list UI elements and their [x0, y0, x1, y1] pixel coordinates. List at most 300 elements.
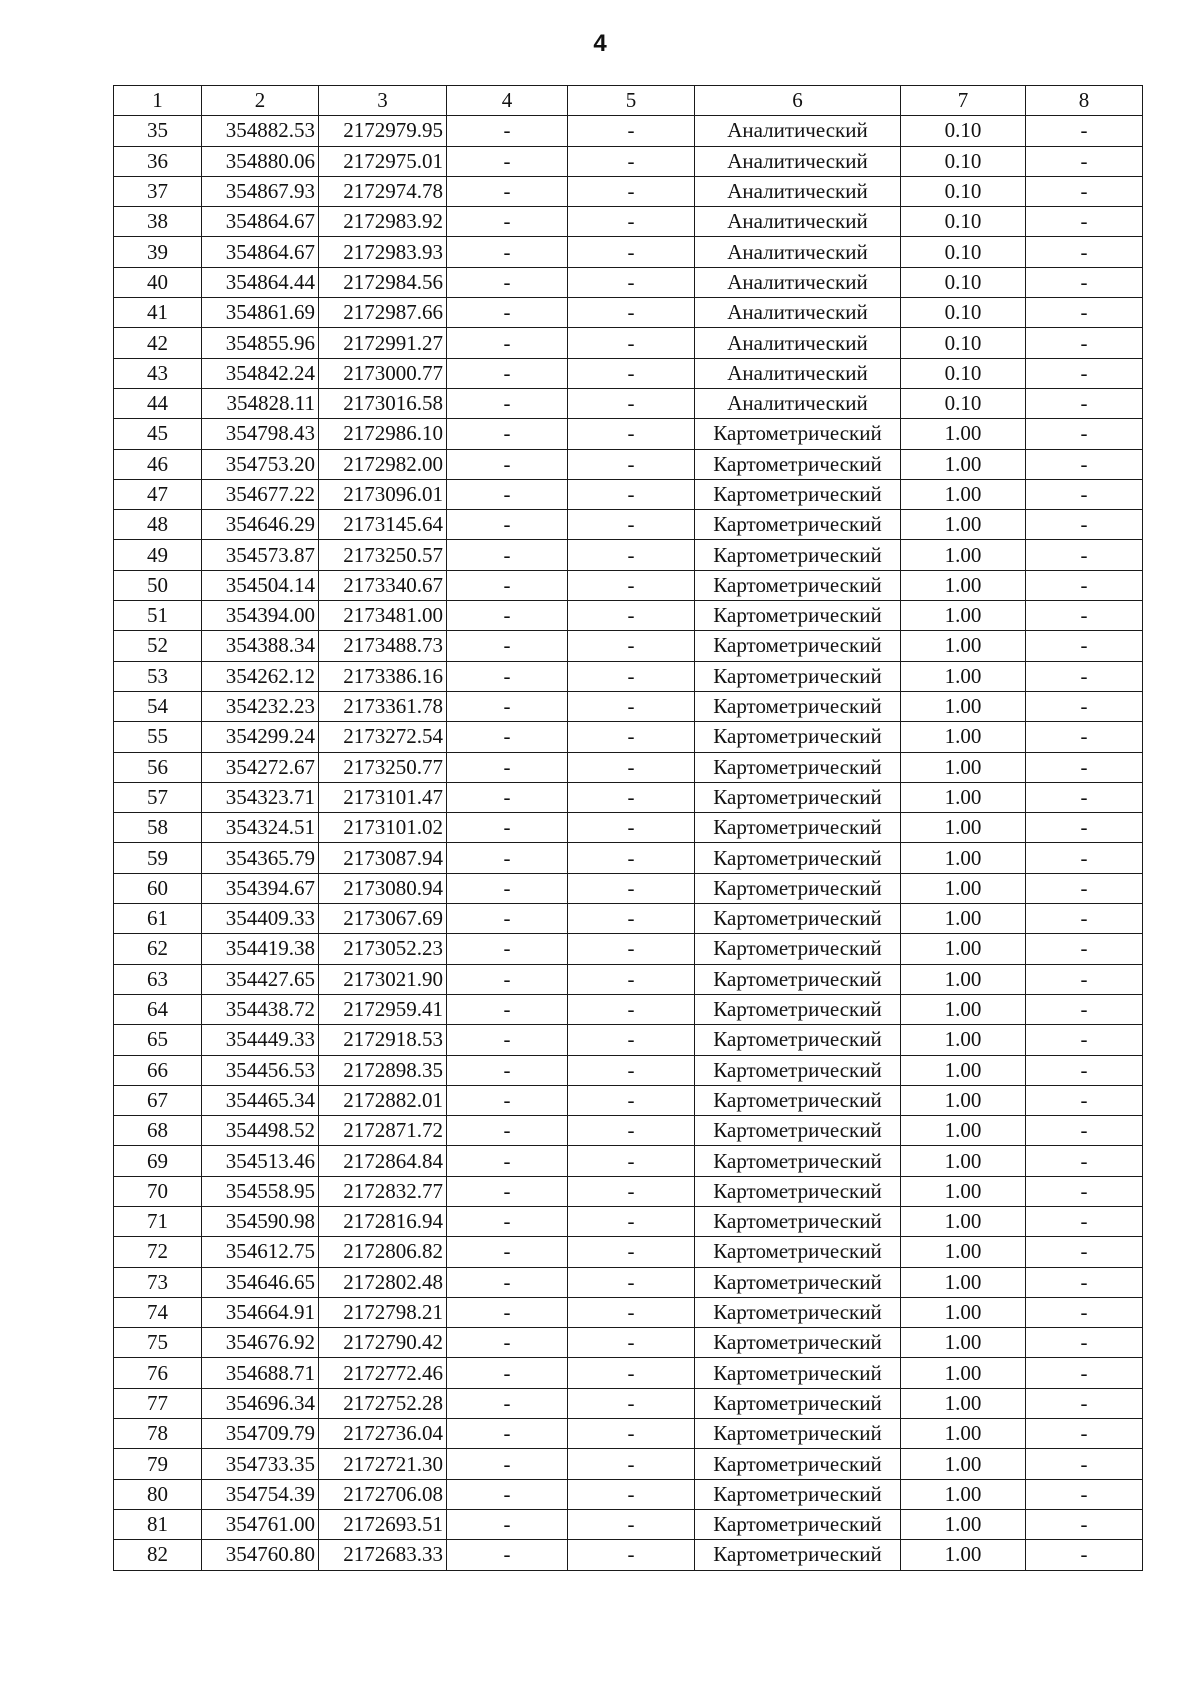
- accuracy-cell: 1.00: [901, 691, 1026, 721]
- y-coordinate-cell: 2172979.95: [319, 116, 447, 146]
- y-coordinate-cell: 2172975.01: [319, 146, 447, 176]
- table-row: [114, 904, 1143, 934]
- table-row: [114, 843, 1143, 873]
- column-8-cell: -: [1026, 1085, 1143, 1115]
- y-coordinate-cell: 2173000.77: [319, 358, 447, 388]
- method-cell: Аналитический: [695, 388, 901, 418]
- x-coordinate-cell: 354882.53: [202, 116, 319, 146]
- accuracy-cell: 1.00: [901, 873, 1026, 903]
- point-number-cell: 46: [114, 449, 202, 479]
- method-cell: Картометрический: [695, 752, 901, 782]
- x-coordinate-cell: 354465.34: [202, 1085, 319, 1115]
- column-5-cell: -: [568, 1267, 695, 1297]
- point-number-cell: 61: [114, 904, 202, 934]
- column-4-cell: -: [447, 207, 568, 237]
- accuracy-cell: 1.00: [901, 1509, 1026, 1539]
- column-4-cell: -: [447, 1055, 568, 1085]
- y-coordinate-cell: 2172864.84: [319, 1146, 447, 1176]
- y-coordinate-cell: 2173021.90: [319, 964, 447, 994]
- accuracy-cell: 1.00: [901, 994, 1026, 1024]
- y-coordinate-cell: 2172959.41: [319, 994, 447, 1024]
- table-row: [114, 1449, 1143, 1479]
- column-8-cell: -: [1026, 691, 1143, 721]
- y-coordinate-cell: 2172898.35: [319, 1055, 447, 1085]
- point-number-cell: 70: [114, 1176, 202, 1206]
- column-8-cell: -: [1026, 207, 1143, 237]
- column-4-cell: -: [447, 419, 568, 449]
- method-cell: Картометрический: [695, 1540, 901, 1570]
- table-row: [114, 1116, 1143, 1146]
- y-coordinate-cell: 2173481.00: [319, 601, 447, 631]
- x-coordinate-cell: 354573.87: [202, 540, 319, 570]
- y-coordinate-cell: 2173488.73: [319, 631, 447, 661]
- x-coordinate-cell: 354864.67: [202, 207, 319, 237]
- x-coordinate-cell: 354753.20: [202, 449, 319, 479]
- y-coordinate-cell: 2172982.00: [319, 449, 447, 479]
- point-number-cell: 44: [114, 388, 202, 418]
- column-5-cell: -: [568, 722, 695, 752]
- table-row: [114, 601, 1143, 631]
- x-coordinate-cell: 354664.91: [202, 1297, 319, 1327]
- column-5-cell: -: [568, 388, 695, 418]
- point-number-cell: 59: [114, 843, 202, 873]
- method-cell: Картометрический: [695, 1358, 901, 1388]
- table-row: [114, 1237, 1143, 1267]
- column-5-cell: -: [568, 782, 695, 812]
- column-5-cell: -: [568, 449, 695, 479]
- column-4-cell: -: [447, 1479, 568, 1509]
- table-row: [114, 1297, 1143, 1327]
- column-8-cell: -: [1026, 722, 1143, 752]
- column-4-cell: -: [447, 1328, 568, 1358]
- method-cell: Картометрический: [695, 479, 901, 509]
- accuracy-cell: 1.00: [901, 904, 1026, 934]
- column-8-cell: -: [1026, 1358, 1143, 1388]
- accuracy-cell: 0.10: [901, 328, 1026, 358]
- column-8-cell: -: [1026, 540, 1143, 570]
- column-4-cell: -: [447, 1540, 568, 1570]
- point-number-cell: 71: [114, 1206, 202, 1236]
- method-cell: Аналитический: [695, 267, 901, 297]
- column-8-cell: -: [1026, 1479, 1143, 1509]
- column-5-cell: -: [568, 419, 695, 449]
- point-number-cell: 60: [114, 873, 202, 903]
- column-4-cell: -: [447, 782, 568, 812]
- method-cell: Картометрический: [695, 1146, 901, 1176]
- method-cell: Аналитический: [695, 358, 901, 388]
- column-header: 8: [1026, 86, 1143, 116]
- column-8-cell: -: [1026, 1025, 1143, 1055]
- accuracy-cell: 1.00: [901, 601, 1026, 631]
- accuracy-cell: 1.00: [901, 1267, 1026, 1297]
- accuracy-cell: 1.00: [901, 661, 1026, 691]
- column-4-cell: -: [447, 1388, 568, 1418]
- accuracy-cell: 1.00: [901, 1297, 1026, 1327]
- point-number-cell: 40: [114, 267, 202, 297]
- point-number-cell: 58: [114, 813, 202, 843]
- method-cell: Картометрический: [695, 449, 901, 479]
- column-8-cell: -: [1026, 1449, 1143, 1479]
- point-number-cell: 35: [114, 116, 202, 146]
- y-coordinate-cell: 2172882.01: [319, 1085, 447, 1115]
- table-row: [114, 1085, 1143, 1115]
- column-8-cell: -: [1026, 1176, 1143, 1206]
- column-header: 1: [114, 86, 202, 116]
- column-8-cell: -: [1026, 934, 1143, 964]
- accuracy-cell: 1.00: [901, 722, 1026, 752]
- column-5-cell: -: [568, 328, 695, 358]
- accuracy-cell: 0.10: [901, 207, 1026, 237]
- point-number-cell: 73: [114, 1267, 202, 1297]
- column-5-cell: -: [568, 1116, 695, 1146]
- point-number-cell: 36: [114, 146, 202, 176]
- column-4-cell: -: [447, 267, 568, 297]
- table-row: [114, 964, 1143, 994]
- table-header: [114, 86, 1143, 116]
- accuracy-cell: 0.10: [901, 267, 1026, 297]
- x-coordinate-cell: 354590.98: [202, 1206, 319, 1236]
- x-coordinate-cell: 354861.69: [202, 298, 319, 328]
- method-cell: Картометрический: [695, 540, 901, 570]
- accuracy-cell: 1.00: [901, 1085, 1026, 1115]
- y-coordinate-cell: 2173250.57: [319, 540, 447, 570]
- column-5-cell: -: [568, 146, 695, 176]
- x-coordinate-cell: 354646.65: [202, 1267, 319, 1297]
- column-5-cell: -: [568, 207, 695, 237]
- column-8-cell: -: [1026, 752, 1143, 782]
- table-row: [114, 691, 1143, 721]
- column-5-cell: -: [568, 601, 695, 631]
- accuracy-cell: 1.00: [901, 570, 1026, 600]
- x-coordinate-cell: 354842.24: [202, 358, 319, 388]
- point-number-cell: 75: [114, 1328, 202, 1358]
- column-5-cell: -: [568, 691, 695, 721]
- method-cell: Картометрический: [695, 1449, 901, 1479]
- column-5-cell: -: [568, 964, 695, 994]
- x-coordinate-cell: 354419.38: [202, 934, 319, 964]
- column-4-cell: -: [447, 873, 568, 903]
- header-row: [114, 86, 1143, 116]
- column-5-cell: -: [568, 479, 695, 509]
- x-coordinate-cell: 354388.34: [202, 631, 319, 661]
- column-4-cell: -: [447, 358, 568, 388]
- column-8-cell: -: [1026, 661, 1143, 691]
- column-8-cell: -: [1026, 146, 1143, 176]
- column-4-cell: -: [447, 631, 568, 661]
- accuracy-cell: 1.00: [901, 479, 1026, 509]
- point-number-cell: 49: [114, 540, 202, 570]
- point-number-cell: 62: [114, 934, 202, 964]
- x-coordinate-cell: 354855.96: [202, 328, 319, 358]
- point-number-cell: 81: [114, 1509, 202, 1539]
- x-coordinate-cell: 354272.67: [202, 752, 319, 782]
- column-5-cell: -: [568, 1540, 695, 1570]
- column-8-cell: -: [1026, 570, 1143, 600]
- table-row: [114, 1025, 1143, 1055]
- column-4-cell: -: [447, 176, 568, 206]
- accuracy-cell: 1.00: [901, 540, 1026, 570]
- column-5-cell: -: [568, 1388, 695, 1418]
- point-number-cell: 48: [114, 510, 202, 540]
- column-5-cell: -: [568, 1055, 695, 1085]
- point-number-cell: 82: [114, 1540, 202, 1570]
- column-header: 5: [568, 86, 695, 116]
- accuracy-cell: 1.00: [901, 1055, 1026, 1085]
- x-coordinate-cell: 354394.67: [202, 873, 319, 903]
- column-4-cell: -: [447, 116, 568, 146]
- table-row: [114, 752, 1143, 782]
- column-4-cell: -: [447, 691, 568, 721]
- method-cell: Картометрический: [695, 782, 901, 812]
- accuracy-cell: 1.00: [901, 1025, 1026, 1055]
- method-cell: Картометрический: [695, 1297, 901, 1327]
- point-number-cell: 69: [114, 1146, 202, 1176]
- table-row: [114, 298, 1143, 328]
- x-coordinate-cell: 354612.75: [202, 1237, 319, 1267]
- column-5-cell: -: [568, 1206, 695, 1236]
- column-4-cell: -: [447, 1509, 568, 1539]
- accuracy-cell: 1.00: [901, 449, 1026, 479]
- column-4-cell: -: [447, 328, 568, 358]
- accuracy-cell: 0.10: [901, 298, 1026, 328]
- x-coordinate-cell: 354761.00: [202, 1509, 319, 1539]
- point-number-cell: 68: [114, 1116, 202, 1146]
- column-4-cell: -: [447, 1116, 568, 1146]
- method-cell: Картометрический: [695, 1055, 901, 1085]
- y-coordinate-cell: 2173361.78: [319, 691, 447, 721]
- column-5-cell: -: [568, 1085, 695, 1115]
- column-5-cell: -: [568, 1146, 695, 1176]
- column-4-cell: -: [447, 1358, 568, 1388]
- x-coordinate-cell: 354867.93: [202, 176, 319, 206]
- column-8-cell: -: [1026, 601, 1143, 631]
- column-8-cell: -: [1026, 964, 1143, 994]
- y-coordinate-cell: 2172736.04: [319, 1419, 447, 1449]
- column-8-cell: -: [1026, 1146, 1143, 1176]
- point-number-cell: 54: [114, 691, 202, 721]
- method-cell: Картометрический: [695, 964, 901, 994]
- accuracy-cell: 1.00: [901, 964, 1026, 994]
- column-8-cell: -: [1026, 358, 1143, 388]
- column-5-cell: -: [568, 873, 695, 903]
- column-5-cell: -: [568, 267, 695, 297]
- table-row: [114, 1055, 1143, 1085]
- column-4-cell: -: [447, 752, 568, 782]
- accuracy-cell: 1.00: [901, 1449, 1026, 1479]
- x-coordinate-cell: 354696.34: [202, 1388, 319, 1418]
- y-coordinate-cell: 2172991.27: [319, 328, 447, 358]
- column-4-cell: -: [447, 994, 568, 1024]
- point-number-cell: 39: [114, 237, 202, 267]
- table-row: [114, 873, 1143, 903]
- column-8-cell: -: [1026, 176, 1143, 206]
- y-coordinate-cell: 2173080.94: [319, 873, 447, 903]
- x-coordinate-cell: 354864.67: [202, 237, 319, 267]
- x-coordinate-cell: 354880.06: [202, 146, 319, 176]
- column-8-cell: -: [1026, 1540, 1143, 1570]
- x-coordinate-cell: 354828.11: [202, 388, 319, 418]
- method-cell: Картометрический: [695, 813, 901, 843]
- x-coordinate-cell: 354323.71: [202, 782, 319, 812]
- y-coordinate-cell: 2172706.08: [319, 1479, 447, 1509]
- column-8-cell: -: [1026, 298, 1143, 328]
- x-coordinate-cell: 354754.39: [202, 1479, 319, 1509]
- y-coordinate-cell: 2172802.48: [319, 1267, 447, 1297]
- column-5-cell: -: [568, 176, 695, 206]
- column-5-cell: -: [568, 843, 695, 873]
- y-coordinate-cell: 2172918.53: [319, 1025, 447, 1055]
- point-number-cell: 41: [114, 298, 202, 328]
- accuracy-cell: 1.00: [901, 813, 1026, 843]
- accuracy-cell: 1.00: [901, 1358, 1026, 1388]
- point-number-cell: 52: [114, 631, 202, 661]
- table-row: [114, 1358, 1143, 1388]
- y-coordinate-cell: 2172983.92: [319, 207, 447, 237]
- method-cell: Картометрический: [695, 1328, 901, 1358]
- method-cell: Картометрический: [695, 1267, 901, 1297]
- y-coordinate-cell: 2173087.94: [319, 843, 447, 873]
- table-row: [114, 419, 1143, 449]
- column-5-cell: -: [568, 934, 695, 964]
- column-5-cell: -: [568, 510, 695, 540]
- method-cell: Картометрический: [695, 661, 901, 691]
- method-cell: Картометрический: [695, 1085, 901, 1115]
- method-cell: Картометрический: [695, 419, 901, 449]
- x-coordinate-cell: 354262.12: [202, 661, 319, 691]
- column-4-cell: -: [447, 479, 568, 509]
- y-coordinate-cell: 2173272.54: [319, 722, 447, 752]
- column-5-cell: -: [568, 540, 695, 570]
- column-4-cell: -: [447, 570, 568, 600]
- point-number-cell: 45: [114, 419, 202, 449]
- point-number-cell: 76: [114, 1358, 202, 1388]
- page-number: 4: [593, 30, 607, 57]
- column-5-cell: -: [568, 1449, 695, 1479]
- point-number-cell: 79: [114, 1449, 202, 1479]
- method-cell: Картометрический: [695, 1025, 901, 1055]
- column-8-cell: -: [1026, 419, 1143, 449]
- column-4-cell: -: [447, 237, 568, 267]
- method-cell: Аналитический: [695, 116, 901, 146]
- point-number-cell: 80: [114, 1479, 202, 1509]
- table-row: [114, 1388, 1143, 1418]
- x-coordinate-cell: 354449.33: [202, 1025, 319, 1055]
- table-row: [114, 510, 1143, 540]
- column-4-cell: -: [447, 1297, 568, 1327]
- table-row: [114, 1267, 1143, 1297]
- table-row: [114, 994, 1143, 1024]
- column-8-cell: -: [1026, 843, 1143, 873]
- accuracy-cell: 1.00: [901, 1176, 1026, 1206]
- table-row: [114, 1540, 1143, 1570]
- accuracy-cell: 1.00: [901, 1146, 1026, 1176]
- column-5-cell: -: [568, 1358, 695, 1388]
- method-cell: Аналитический: [695, 298, 901, 328]
- column-4-cell: -: [447, 449, 568, 479]
- x-coordinate-cell: 354324.51: [202, 813, 319, 843]
- column-5-cell: -: [568, 358, 695, 388]
- table-row: [114, 358, 1143, 388]
- method-cell: Картометрический: [695, 1509, 901, 1539]
- column-8-cell: -: [1026, 1206, 1143, 1236]
- x-coordinate-cell: 354760.80: [202, 1540, 319, 1570]
- method-cell: Аналитический: [695, 328, 901, 358]
- column-8-cell: -: [1026, 631, 1143, 661]
- column-4-cell: -: [447, 1025, 568, 1055]
- column-8-cell: -: [1026, 994, 1143, 1024]
- x-coordinate-cell: 354365.79: [202, 843, 319, 873]
- table-row: [114, 782, 1143, 812]
- point-number-cell: 42: [114, 328, 202, 358]
- method-cell: Картометрический: [695, 691, 901, 721]
- column-4-cell: -: [447, 1085, 568, 1115]
- table-row: [114, 388, 1143, 418]
- column-5-cell: -: [568, 116, 695, 146]
- point-number-cell: 67: [114, 1085, 202, 1115]
- column-4-cell: -: [447, 1146, 568, 1176]
- column-8-cell: -: [1026, 1509, 1143, 1539]
- y-coordinate-cell: 2173016.58: [319, 388, 447, 418]
- method-cell: Картометрический: [695, 994, 901, 1024]
- method-cell: Картометрический: [695, 1237, 901, 1267]
- column-4-cell: -: [447, 1206, 568, 1236]
- method-cell: Картометрический: [695, 1479, 901, 1509]
- x-coordinate-cell: 354709.79: [202, 1419, 319, 1449]
- table-row: [114, 1328, 1143, 1358]
- x-coordinate-cell: 354504.14: [202, 570, 319, 600]
- x-coordinate-cell: 354733.35: [202, 1449, 319, 1479]
- accuracy-cell: 1.00: [901, 1479, 1026, 1509]
- column-4-cell: -: [447, 1176, 568, 1206]
- x-coordinate-cell: 354409.33: [202, 904, 319, 934]
- column-8-cell: -: [1026, 1388, 1143, 1418]
- column-8-cell: -: [1026, 873, 1143, 903]
- x-coordinate-cell: 354864.44: [202, 267, 319, 297]
- y-coordinate-cell: 2173145.64: [319, 510, 447, 540]
- table-body: [114, 116, 1143, 1570]
- method-cell: Картометрический: [695, 1116, 901, 1146]
- column-5-cell: -: [568, 1176, 695, 1206]
- point-number-cell: 37: [114, 176, 202, 206]
- coordinates-table: [113, 85, 1143, 1571]
- y-coordinate-cell: 2172683.33: [319, 1540, 447, 1570]
- column-8-cell: -: [1026, 1055, 1143, 1085]
- method-cell: Картометрический: [695, 904, 901, 934]
- column-8-cell: -: [1026, 1328, 1143, 1358]
- y-coordinate-cell: 2172832.77: [319, 1176, 447, 1206]
- column-5-cell: -: [568, 904, 695, 934]
- y-coordinate-cell: 2173101.47: [319, 782, 447, 812]
- method-cell: Картометрический: [695, 873, 901, 903]
- method-cell: Картометрический: [695, 1419, 901, 1449]
- y-coordinate-cell: 2172772.46: [319, 1358, 447, 1388]
- column-5-cell: -: [568, 570, 695, 600]
- table-row: [114, 1419, 1143, 1449]
- point-number-cell: 77: [114, 1388, 202, 1418]
- column-8-cell: -: [1026, 267, 1143, 297]
- method-cell: Аналитический: [695, 237, 901, 267]
- accuracy-cell: 1.00: [901, 510, 1026, 540]
- x-coordinate-cell: 354299.24: [202, 722, 319, 752]
- column-4-cell: -: [447, 1267, 568, 1297]
- column-5-cell: -: [568, 661, 695, 691]
- accuracy-cell: 0.10: [901, 176, 1026, 206]
- table-row: [114, 449, 1143, 479]
- table-row: [114, 1479, 1143, 1509]
- accuracy-cell: 1.00: [901, 934, 1026, 964]
- column-header: 6: [695, 86, 901, 116]
- table-row: [114, 661, 1143, 691]
